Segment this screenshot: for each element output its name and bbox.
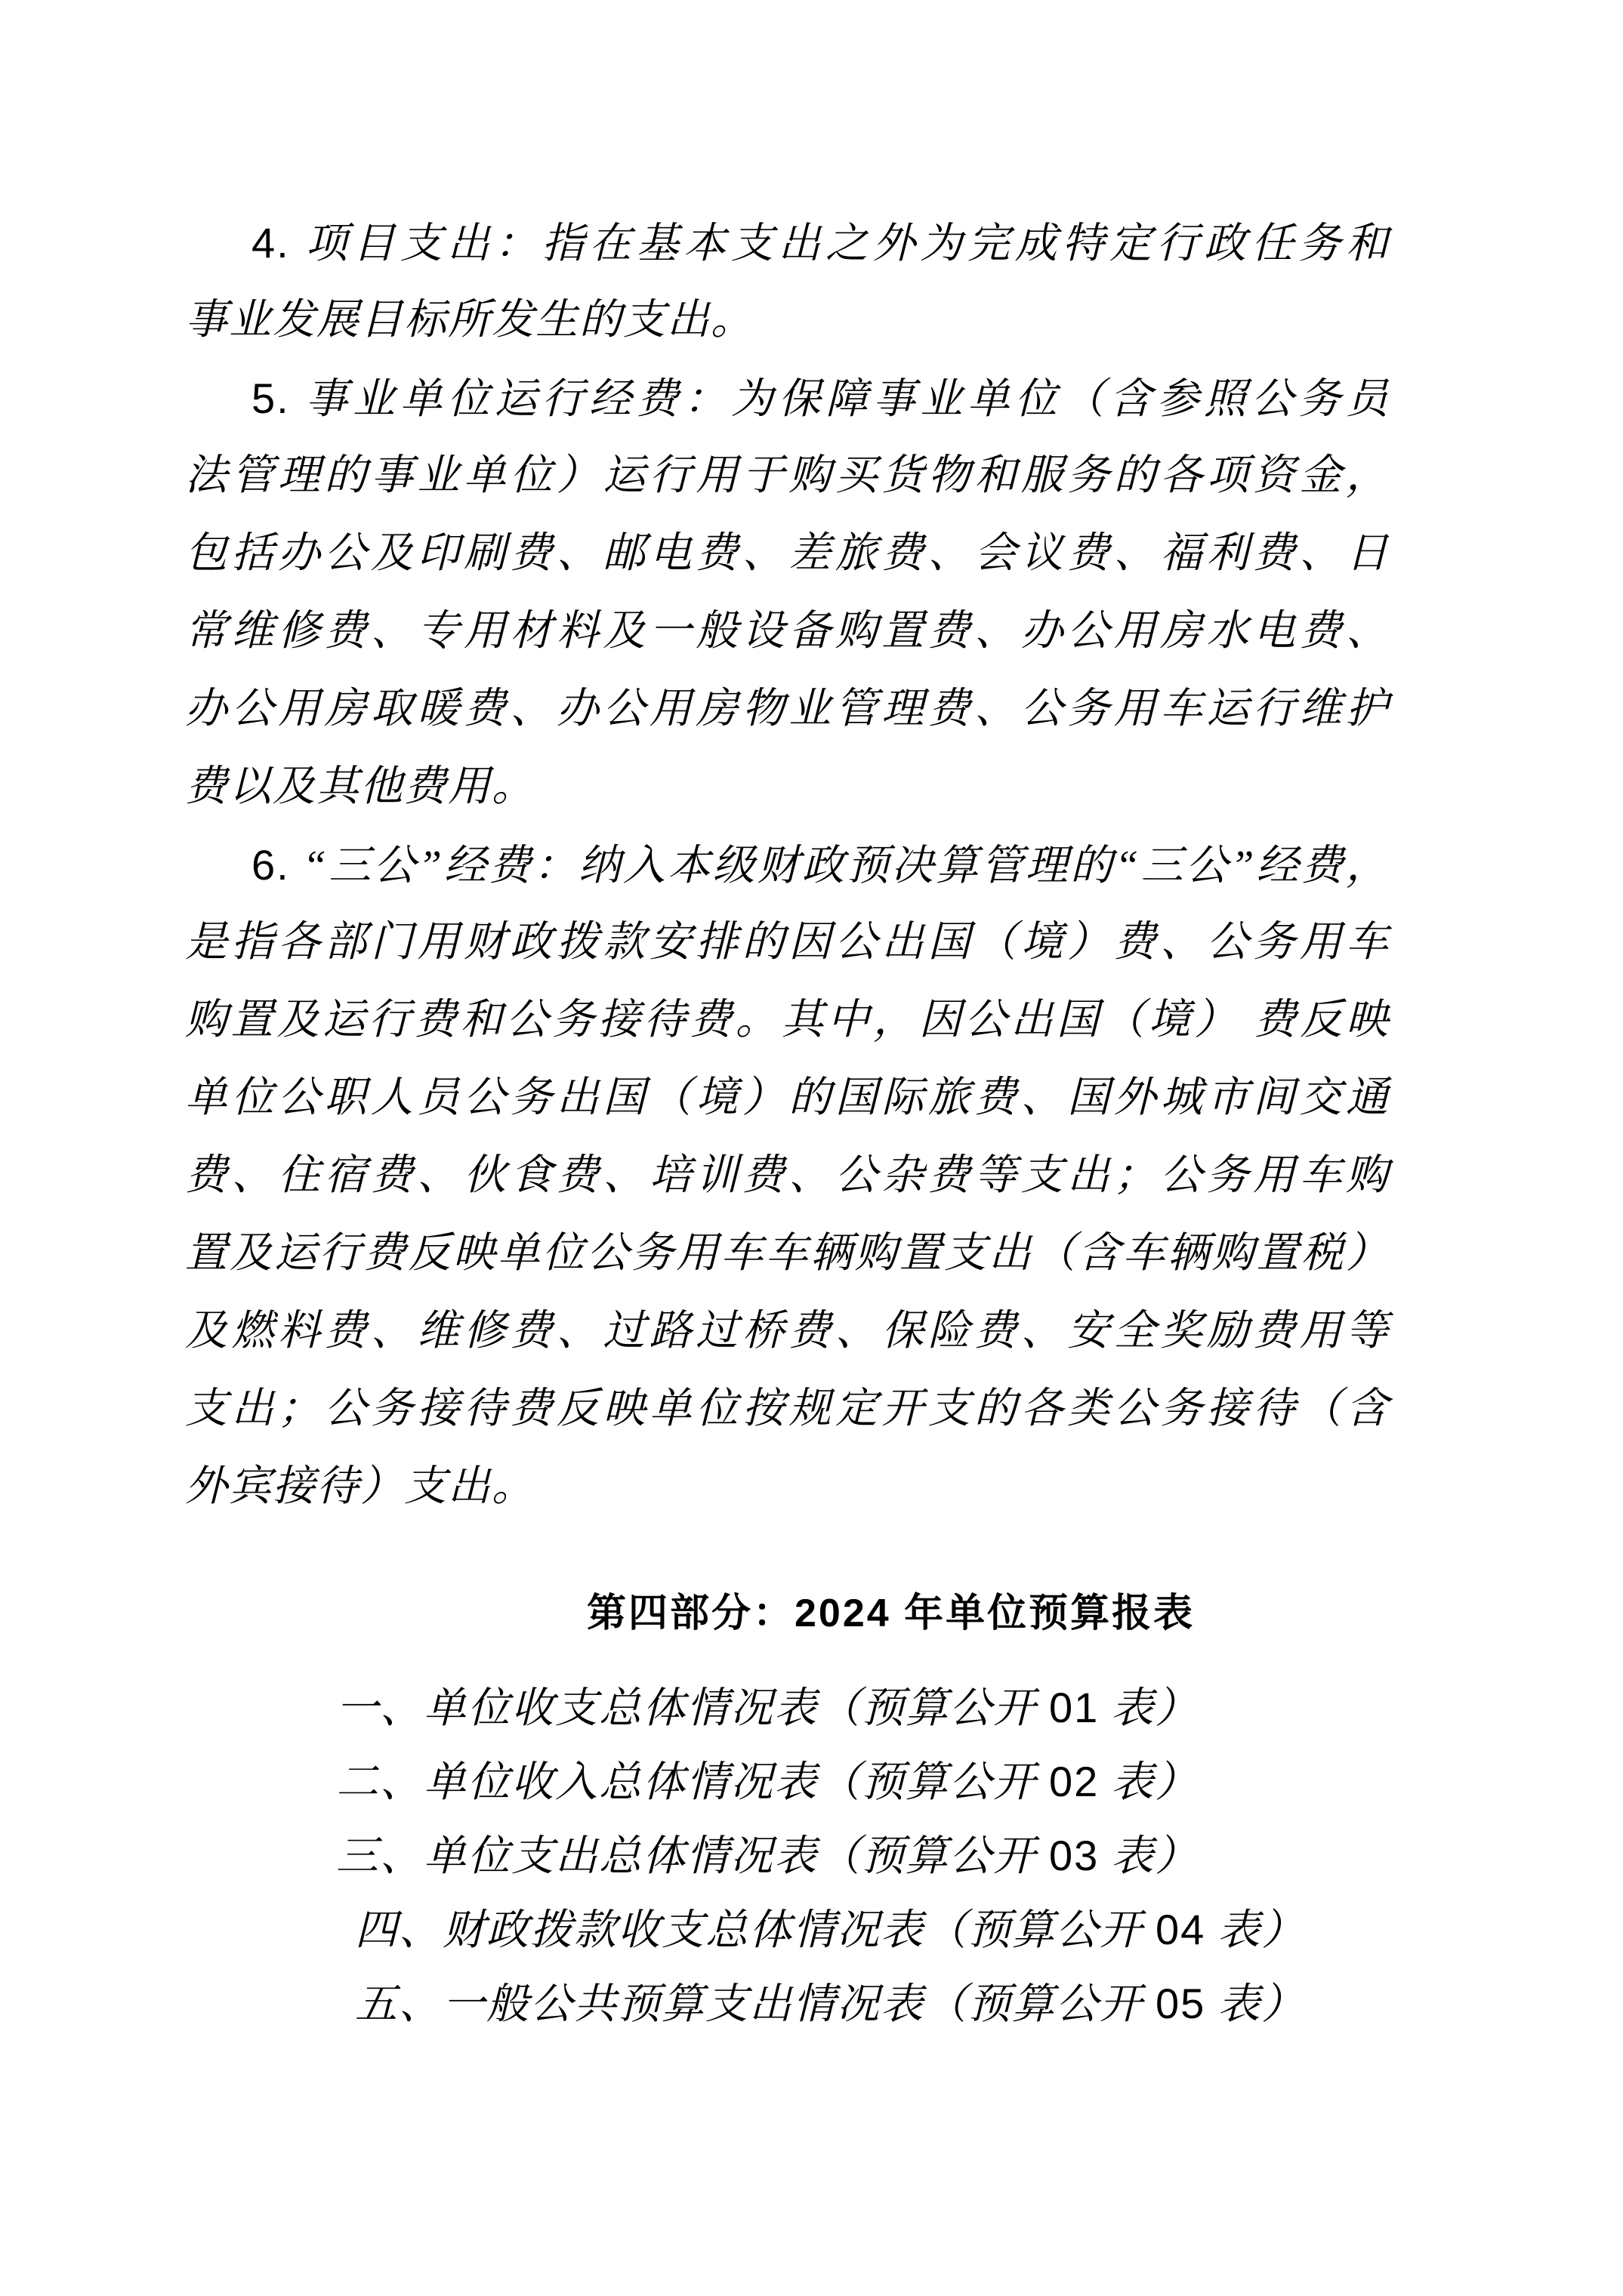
paragraph-line: 及燃料费、维修费、过路过桥费、保险费、安全奖励费用等	[185, 1308, 1390, 1354]
paragraph-line: 单位公职人员公务出国（境）的国际旅费、国外城市间交通	[185, 1074, 1390, 1121]
report-list-item: 五、一般公共预算支出情况表（预算公开 05 表）	[355, 1980, 1306, 2028]
report-list-item: 一、单位收支总体情况表（预算公开 01 表）	[336, 1684, 1199, 1732]
paragraph-line: 支出；公务接待费反映单位按规定开支的各类公务接待（含	[185, 1385, 1390, 1432]
report-table-list	[185, 1671, 1390, 2041]
paragraph-line: 6. “三公”经费：纳入本级财政预决算管理的“三公”经费，	[251, 841, 1390, 889]
body-text	[185, 0, 1390, 1526]
paragraph-line: 费、住宿费、伙食费、培训费、公杂费等支出；公务用车购	[185, 1152, 1390, 1199]
report-list-item: 三、单位支出总体情况表（预算公开 03 表）	[336, 1832, 1199, 1880]
paragraph-6	[185, 826, 1390, 1526]
text-column	[185, 0, 1390, 2041]
paragraph-line: 法管理的事业单位）运行用于购买货物和服务的各项资金，	[185, 452, 1390, 499]
paragraph-line: 常维修费、专用材料及一般设备购置费、办公用房水电费、	[185, 608, 1390, 655]
paragraph-line: 是指各部门用财政拨款安排的因公出国（境）费、公务用车	[185, 919, 1390, 966]
paragraph-line: 事业发展目标所发生的支出。	[185, 297, 754, 344]
paragraph-line: 包括办公及印刷费、邮电费、差旅费、会议费、福利费、日	[185, 530, 1390, 577]
section-heading: 第四部分：2024 年单位预算报表	[587, 1592, 1196, 1635]
paragraph-line: 5. 事业单位运行经费：为保障事业单位（含参照公务员	[251, 374, 1390, 423]
report-list-item: 四、财政拨款收支总体情况表（预算公开 04 表）	[355, 1906, 1306, 1954]
paragraph-line: 4. 项目支出：指在基本支出之外为完成特定行政任务和	[251, 219, 1390, 267]
paragraph-line: 办公用房取暖费、办公用房物业管理费、公务用车运行维护	[185, 686, 1390, 732]
report-list-item: 二、单位收入总体情况表（预算公开 02 表）	[336, 1758, 1199, 1806]
paragraph-4	[185, 204, 1390, 359]
paragraph-5	[185, 359, 1390, 826]
paragraph-line: 费以及其他费用。	[185, 763, 535, 810]
paragraph-line: 置及运行费反映单位公务用车车辆购置支出（含车辆购置税）	[185, 1230, 1390, 1277]
paragraph-line: 购置及运行费和公务接待费。其中，因公出国（境） 费反映	[185, 997, 1390, 1043]
paragraph-line: 外宾接待）支出。	[185, 1463, 535, 1510]
